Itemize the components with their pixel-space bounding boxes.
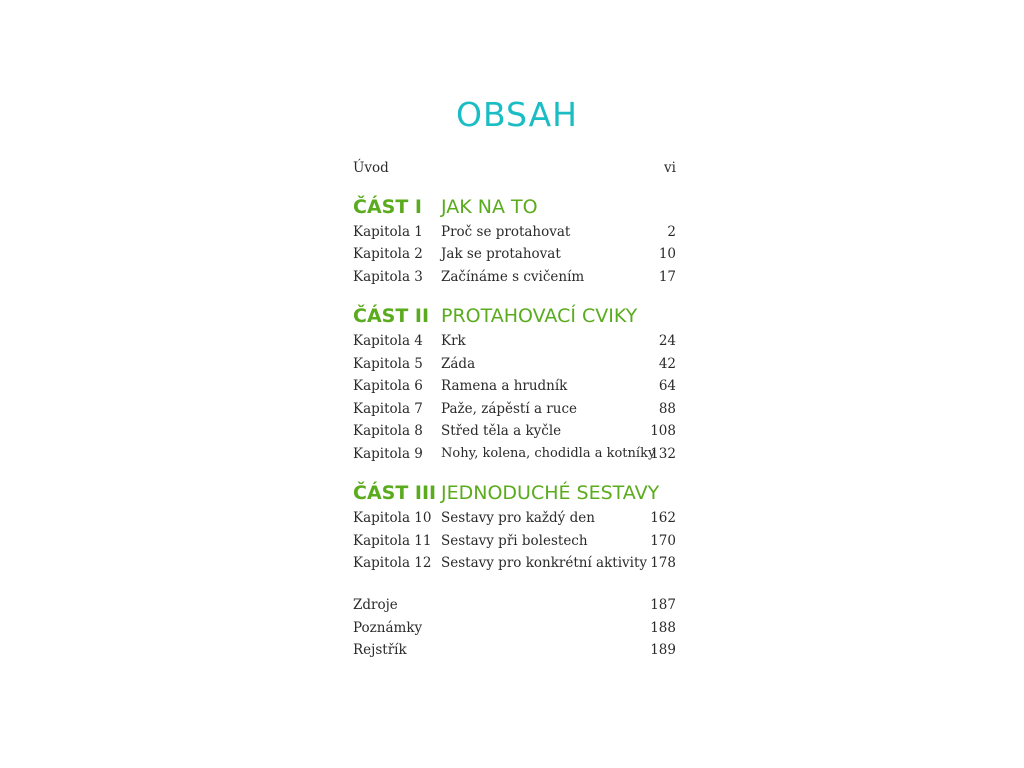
toc-page-number: 2 — [667, 224, 676, 240]
toc-entry-label: Úvod — [353, 160, 389, 176]
toc-page-number: 188 — [650, 620, 676, 636]
toc-entry-label: Poznámky — [353, 620, 423, 636]
toc-page-number: 162 — [650, 510, 676, 526]
part-title: PROTAHOVACÍ CVIKY — [441, 305, 638, 327]
chapter-title: Paže, zápěstí a ruce — [441, 401, 578, 417]
chapter-title: Jak se protahovat — [441, 246, 561, 262]
toc-entry-label: Zdroje — [353, 597, 398, 613]
chapter-title: Nohy, kolena, chodidla a kotníky — [441, 446, 656, 461]
chapter-number: Kapitola 12 — [353, 555, 432, 571]
chapter-title: Ramena a hrudník — [441, 378, 568, 394]
part-number: ČÁST III — [353, 482, 437, 504]
chapter-title: Proč se protahovat — [441, 224, 571, 240]
page-title: OBSAH — [456, 95, 578, 134]
chapter-number: Kapitola 9 — [353, 446, 423, 462]
toc-page-number: 189 — [650, 642, 676, 658]
toc-page-number: 64 — [658, 378, 676, 394]
toc-page-number: 187 — [650, 597, 676, 613]
chapter-number: Kapitola 7 — [353, 401, 423, 417]
chapter-title: Začínáme s cvičením — [441, 269, 585, 285]
part-number: ČÁST II — [353, 305, 430, 327]
chapter-title: Sestavy pro každý den — [441, 510, 595, 526]
toc-page-number: 170 — [650, 533, 676, 549]
chapter-number: Kapitola 11 — [353, 533, 432, 549]
toc-page-number: 10 — [658, 246, 676, 262]
chapter-title: Krk — [441, 333, 466, 349]
chapter-number: Kapitola 10 — [353, 510, 432, 526]
part-title: JEDNODUCHÉ SESTAVY — [441, 482, 660, 504]
chapter-title: Střed těla a kyčle — [441, 423, 562, 439]
chapter-number: Kapitola 6 — [353, 378, 423, 394]
toc-page-number: 178 — [650, 555, 676, 571]
chapter-number: Kapitola 4 — [353, 333, 423, 349]
chapter-title: Sestavy při bolestech — [441, 533, 588, 549]
chapter-number: Kapitola 5 — [353, 356, 423, 372]
toc-page-number: 17 — [658, 269, 676, 285]
chapter-number: Kapitola 8 — [353, 423, 423, 439]
toc-page-number: 24 — [658, 333, 676, 349]
chapter-title: Sestavy pro konkrétní aktivity — [441, 555, 648, 571]
toc-page-number: vi — [664, 160, 676, 176]
toc-page-number: 88 — [658, 401, 676, 417]
chapter-number: Kapitola 2 — [353, 246, 423, 262]
part-title: JAK NA TO — [441, 196, 538, 218]
chapter-number: Kapitola 3 — [353, 269, 423, 285]
toc-page-number: 42 — [658, 356, 676, 372]
toc-page-number: 132 — [650, 446, 676, 462]
chapter-number: Kapitola 1 — [353, 224, 423, 240]
part-number: ČÁST I — [353, 196, 422, 218]
toc-entry-label: Rejstřík — [353, 642, 407, 658]
chapter-title: Záda — [441, 356, 476, 372]
toc-page-number: 108 — [650, 423, 676, 439]
